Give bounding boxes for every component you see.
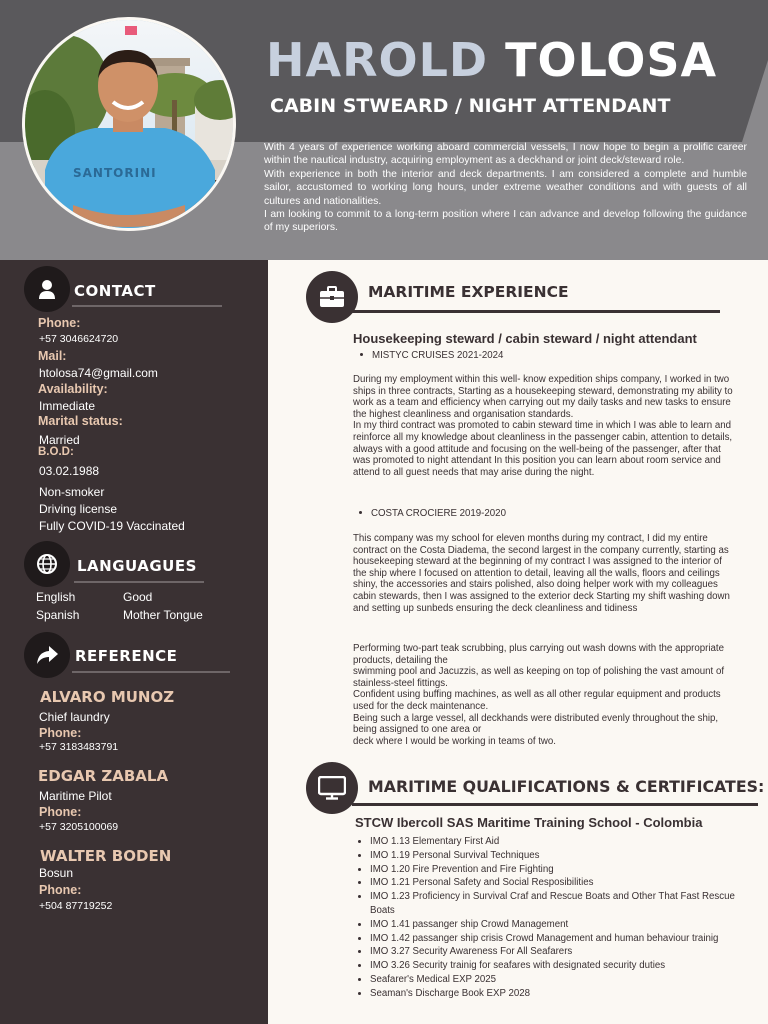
experience-entry-heading: MISTYC CRUISES 2021-2024 bbox=[360, 350, 503, 361]
language-level: Mother Tongue bbox=[123, 608, 203, 622]
language-name: Spanish bbox=[36, 608, 80, 622]
extra-item: Fully COVID-19 Vaccinated bbox=[39, 519, 185, 533]
briefcase-icon bbox=[319, 286, 345, 308]
language-name: English bbox=[36, 590, 76, 604]
qualification-item: IMO 1.19 Personal Survival Techniques bbox=[355, 849, 740, 863]
experience-heading: MARITIME EXPERIENCE bbox=[368, 283, 569, 301]
experience-paragraph: This company was my school for eleven months during my contract, I did my entire contract on the Costa Diadema, the second largest in the company currently, starting as housekeeping steward at the beginning of my contract I was assigned to the interior of the ship where I focused on attention to detail, leaving all the walls, floors and ceilings shiny, the accessories and stairs polished, also doing helper work with my colleagues cabin stewards, then I was assigned to the exterior deck Starting my shift washing down and setting up sunbeds ensuring the deck cleanliness and tidiness bbox=[353, 533, 730, 614]
qualification-item: IMO 1.41 passanger ship Crowd Management bbox=[355, 918, 740, 932]
person-icon bbox=[38, 279, 56, 299]
mail-value[interactable]: htolosa74@gmail.com bbox=[39, 366, 158, 380]
experience-entry-text bbox=[353, 374, 735, 478]
qualification-item: IMO 1.42 passanger ship crisis Crowd Management and human behaviour trainig bbox=[355, 932, 740, 946]
header bbox=[0, 0, 768, 260]
languages-divider bbox=[74, 581, 204, 583]
reference-section-icon bbox=[24, 632, 70, 678]
last-name: TOLOSA bbox=[505, 33, 718, 87]
reference-phone: +57 3183483791 bbox=[39, 741, 119, 753]
languages-section-icon bbox=[24, 541, 70, 587]
experience-paragraph: During my employment within this well- know expedition ships company, I worked in two ships in three contracts, Starting as a housekeeping steward, demonstrating my ability to work as a team and efficiency when carrying out my daily tasks and new tasks to ensure the highest cleanliness and organisation standards. bbox=[353, 374, 733, 420]
qualification-item: IMO 1.23 Proficiency in Survival Craf and Rescue Boats and Other That Fast Rescue Boats bbox=[355, 890, 740, 918]
phone-value: +57 3046624720 bbox=[39, 333, 119, 345]
reference-role: Maritime Pilot bbox=[39, 789, 112, 803]
globe-icon bbox=[36, 553, 58, 575]
marital-value: Married bbox=[39, 433, 80, 447]
candidate-name bbox=[266, 32, 717, 88]
experience-entry-text bbox=[353, 643, 735, 747]
qualification-item: Seaman's Discharge Book EXP 2028 bbox=[355, 987, 740, 1001]
qualification-item: Seafarer's Medical EXP 2025 bbox=[355, 973, 740, 987]
qualification-item: IMO 3.27 Security Awareness For All Seafarers bbox=[355, 945, 740, 959]
phone-label: Phone: bbox=[38, 316, 81, 330]
experience-paragraph: Confident using buffing machines, as well as all other regular equipment and products used for the deck maintenance. bbox=[353, 689, 721, 712]
experience-paragraph: swimming pool and Jacuzzis, as well as keeping on top of polishing the vast amount of stainless-steel fittings. bbox=[353, 666, 725, 689]
share-arrow-icon bbox=[36, 646, 58, 664]
qualifications-section-icon bbox=[306, 762, 358, 814]
profile-summary bbox=[264, 141, 747, 235]
qualification-item: IMO 1.20 Fire Prevention and Fire Fighting bbox=[355, 863, 740, 877]
extra-item: Driving license bbox=[39, 502, 118, 516]
experience-job-title: Housekeeping steward / cabin steward / night attendant bbox=[353, 331, 697, 346]
contact-section-icon bbox=[24, 266, 70, 312]
experience-paragraph: Being such a large vessel, all deckhands were distributed evenly throughout the ship, being assigned to one area or bbox=[353, 712, 719, 736]
contact-divider bbox=[72, 305, 222, 307]
monitor-icon bbox=[318, 776, 346, 800]
mail-label: Mail: bbox=[38, 349, 67, 363]
reference-phone: +504 87719252 bbox=[39, 900, 113, 912]
qualification-item: IMO 1.21 Personal Safety and Social Resposibilities bbox=[355, 876, 740, 890]
reference-divider bbox=[72, 671, 230, 673]
qualifications-school: STCW Ibercoll SAS Maritime Training School - Colombia bbox=[355, 815, 703, 830]
reference-heading: REFERENCE bbox=[75, 647, 178, 665]
reference-role: Chief laundry bbox=[39, 710, 110, 724]
reference-phone-label: Phone: bbox=[39, 726, 82, 740]
contact-heading: CONTACT bbox=[74, 282, 156, 300]
profile-photo bbox=[22, 17, 236, 231]
bod-label: B.O.D: bbox=[38, 446, 74, 458]
sidebar bbox=[0, 260, 268, 1024]
bod-value: 03.02.1988 bbox=[39, 464, 100, 478]
experience-paragraph: deck where I would be working in teams of two. bbox=[353, 735, 556, 747]
job-title: CABIN STWEARD / NIGHT ATTENDANT bbox=[270, 95, 671, 117]
reference-phone-label: Phone: bbox=[39, 805, 82, 819]
qualifications-list bbox=[355, 835, 740, 1001]
experience-paragraph: Performing two-part teak scrubbing, plus carrying out wash downs with the appropriate products, detailing the bbox=[353, 643, 725, 666]
marital-label: Marital status: bbox=[38, 414, 123, 428]
extra-item: Non-smoker bbox=[39, 485, 105, 499]
availability-label: Availability: bbox=[38, 382, 108, 396]
experience-section-icon bbox=[306, 271, 358, 323]
language-level: Good bbox=[123, 590, 153, 604]
qualification-item: IMO 1.13 Elementary First Aid bbox=[355, 835, 740, 849]
photo-shirt-text: SANTORINI bbox=[73, 166, 157, 180]
experience-entry-heading: COSTA CROCIERE 2019-2020 bbox=[359, 508, 506, 519]
summary-paragraph: With experience in both the interior and deck departments. I am considered a complete and humble sailor, accustomed to working long hours, under extreme weather conditions and with guests of all cultures and nationalities. bbox=[264, 168, 747, 207]
reference-phone-label: Phone: bbox=[39, 883, 82, 897]
availability-value: Immediate bbox=[39, 399, 96, 413]
reference-name: EDGAR ZABALA bbox=[38, 767, 169, 785]
reference-phone: +57 3205100069 bbox=[39, 821, 119, 833]
reference-role: Bosun bbox=[39, 866, 74, 880]
summary-paragraph: I am looking to commit to a long-term position where I can advance and develop following the guidance of my superiors. bbox=[264, 209, 747, 234]
experience-divider bbox=[352, 310, 720, 313]
qualifications-divider bbox=[352, 803, 758, 806]
experience-entry-text bbox=[353, 533, 735, 614]
qualification-item: IMO 3.26 Security trainig for seafares with designated security duties bbox=[355, 959, 740, 973]
reference-name: WALTER BODEN bbox=[40, 847, 172, 865]
summary-paragraph: With 4 years of experience working aboard commercial vessels, I now hope to begin a prolific career within the nautical industry, acquiring employment as a deckhand or joint deck/steward role. bbox=[264, 142, 747, 167]
qualifications-heading: MARITIME QUALIFICATIONS & CERTIFICATES: bbox=[368, 777, 765, 796]
first-name: HAROLD bbox=[266, 33, 489, 87]
reference-name: ALVARO MUNOZ bbox=[40, 688, 175, 706]
experience-paragraph: In my third contract was promoted to cabin steward time in which I was able to learn and reinforce all my knowledge about cleanliness in the passenger cabin, attention to details, always with a good attitude and focusing on the well-being of the passenger, after that was promoted to night attendant In this position you can learn about room service and attend to all guest needs that may arise during the night. bbox=[353, 420, 733, 478]
languages-heading: LANGUAGUES bbox=[77, 557, 197, 575]
